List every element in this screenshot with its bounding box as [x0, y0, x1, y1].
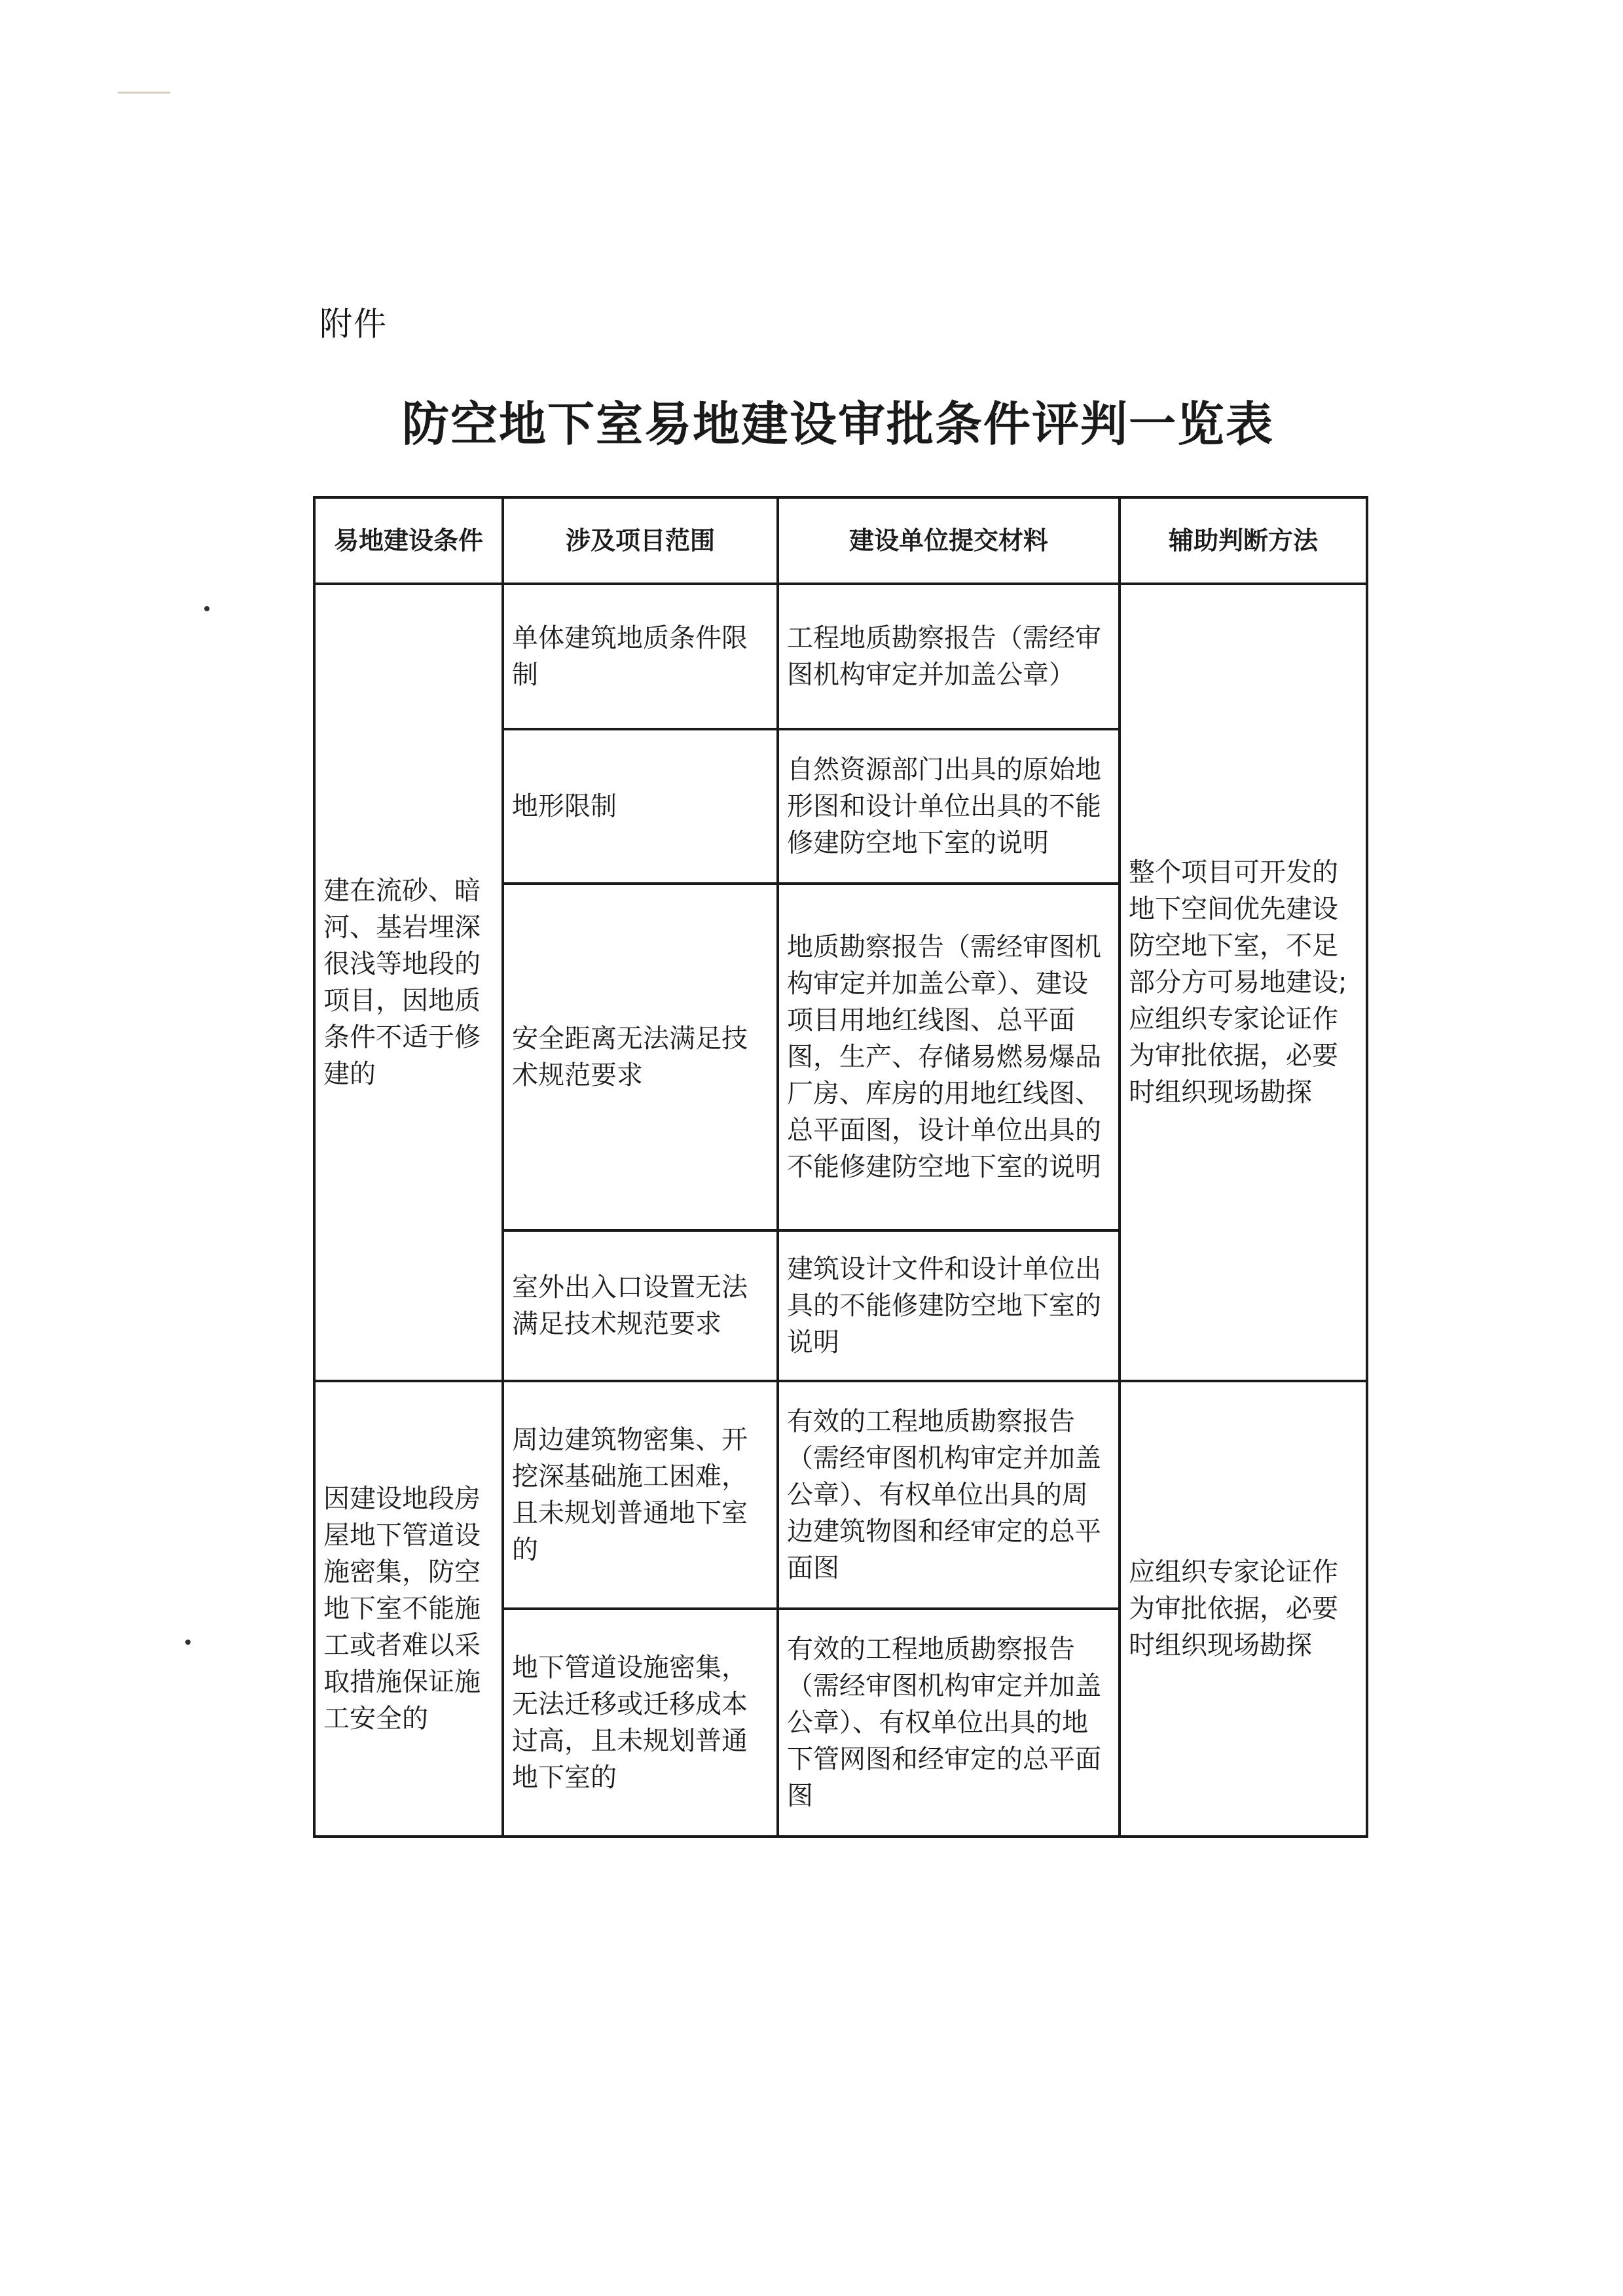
header-materials: 建设单位提交材料	[778, 497, 1120, 584]
method-cell: 整个项目可开发的地下空间优先建设防空地下室，不足部分方可易地建设;应组织专家论证作为审批依据，必要时组织现场勘探	[1120, 584, 1367, 1381]
scope-cell: 安全距离无法满足技术规范要求	[503, 884, 778, 1230]
scope-cell: 单体建筑地质条件限制	[503, 584, 778, 729]
materials-cell: 工程地质勘察报告（需经审图机构审定并加盖公章）	[778, 584, 1120, 729]
scan-artifact	[118, 92, 170, 94]
header-condition: 易地建设条件	[314, 497, 503, 584]
scope-cell: 周边建筑物密集、开挖深基础施工困难，且未规划普通地下室的	[503, 1381, 778, 1609]
scope-cell: 室外出入口设置无法满足技术规范要求	[503, 1230, 778, 1381]
scope-cell: 地形限制	[503, 729, 778, 884]
materials-cell: 自然资源部门出具的原始地形图和设计单位出具的不能修建防空地下室的说明	[778, 729, 1120, 884]
criteria-table	[313, 496, 1368, 1838]
page-title: 防空地下室易地建设审批条件评判一览表	[401, 396, 1274, 452]
scope-cell: 地下管道设施密集，无法迁移或迁移成本过高，且未规划普通地下室的	[503, 1609, 778, 1837]
scan-speck	[204, 606, 210, 611]
materials-cell: 有效的工程地质勘察报告（需经审图机构审定并加盖公章）、有权单位出具的地下管网图和经审定的总平面图	[778, 1609, 1120, 1837]
header-method: 辅助判断方法	[1120, 497, 1367, 584]
scan-speck	[185, 1640, 191, 1645]
condition-cell: 建在流砂、暗河、基岩埋深很浅等地段的项目，因地质条件不适于修建的	[314, 584, 503, 1381]
header-scope: 涉及项目范围	[503, 497, 778, 584]
table-row	[314, 1381, 1367, 1609]
materials-cell: 有效的工程地质勘察报告（需经审图机构审定并加盖公章）、有权单位出具的周边建筑物图和经审定的总平面图	[778, 1381, 1120, 1609]
attachment-label: 附件	[319, 305, 388, 343]
materials-cell: 建筑设计文件和设计单位出具的不能修建防空地下室的说明	[778, 1230, 1120, 1381]
table-header-row	[314, 497, 1367, 584]
materials-cell: 地质勘察报告（需经审图机构审定并加盖公章）、建设项目用地红线图、总平面图，生产、存储易燃易爆品厂房、库房的用地红线图、总平面图，设计单位出具的不能修建防空地下室的说明	[778, 884, 1120, 1230]
method-cell: 应组织专家论证作为审批依据，必要时组织现场勘探	[1120, 1381, 1367, 1837]
condition-cell: 因建设地段房屋地下管道设施密集，防空地下室不能施工或者难以采取措施保证施工安全的	[314, 1381, 503, 1837]
table-row	[314, 584, 1367, 729]
